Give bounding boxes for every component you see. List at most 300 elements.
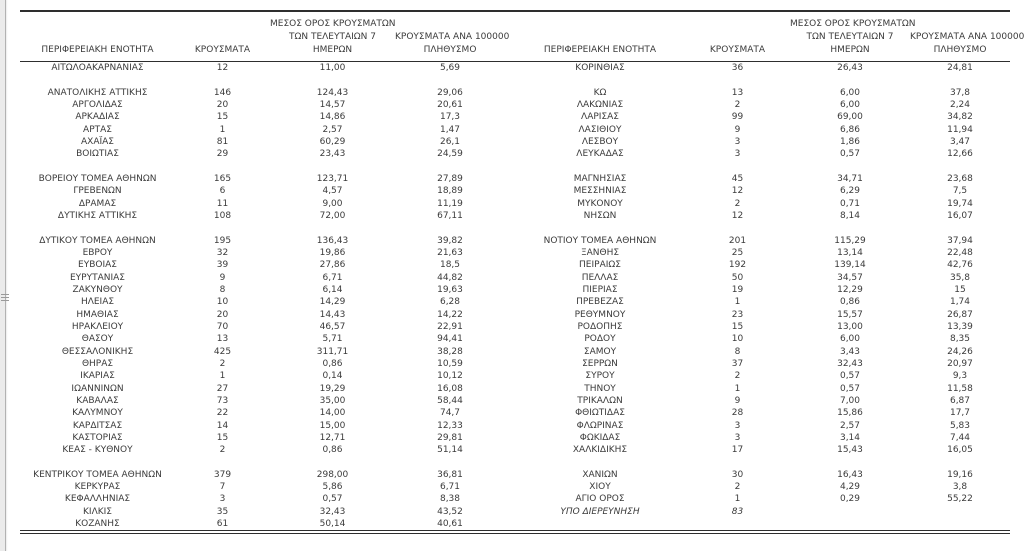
- per100k-cell: 11,94: [947, 124, 973, 135]
- cases-cell: 70: [216, 321, 229, 332]
- region-cell: ΛΑΡΙΣΑΣ: [581, 112, 619, 123]
- avg7-cell: 34,57: [837, 272, 863, 283]
- cases-cell: 11: [216, 198, 229, 209]
- cases-cell: 6: [219, 186, 226, 197]
- region-cell: ΣΑΜΟΥ: [583, 346, 617, 357]
- region-cell: ΠΡΕΒΕΖΑΣ: [576, 297, 624, 308]
- table-row: [20, 235, 505, 247]
- avg7-cell: 8,14: [839, 210, 861, 221]
- cases-cell: 39: [216, 260, 229, 271]
- per100k-cell: 24,59: [437, 149, 463, 160]
- table-row: [20, 420, 505, 432]
- cases-cell: 201: [728, 235, 747, 246]
- table-row: [20, 173, 505, 185]
- table-row: [515, 235, 1010, 247]
- region-cell: ΠΕΙΡΑΙΩΣ: [579, 260, 621, 271]
- table-row: [515, 383, 1010, 395]
- table-row: [20, 284, 505, 296]
- avg7-cell: 34,71: [837, 173, 863, 184]
- avg7-cell: 23,43: [319, 149, 346, 160]
- cases-cell: 15: [216, 432, 229, 443]
- table-row: [515, 259, 1010, 271]
- per100k-cell: 8,38: [439, 494, 461, 505]
- per100k-cell: 19,74: [947, 198, 973, 209]
- avg7-cell: 5,71: [322, 334, 343, 345]
- per100k-cell: 6,71: [439, 482, 461, 493]
- region-cell: ΑΡΓΟΛΙΔΑΣ: [72, 99, 123, 110]
- cases-cell: 15: [216, 112, 229, 123]
- table-row: [515, 321, 1010, 333]
- per100k-cell: 38,28: [437, 346, 463, 357]
- cases-cell: 1: [734, 297, 741, 308]
- per100k-cell: 7,5: [952, 186, 968, 197]
- table-row: [20, 296, 505, 308]
- column-header-avg7-line1: ΜΕΣΟΣ ΟΡΟΣ ΚΡΟΥΣΜΑΤΩΝ: [790, 19, 916, 29]
- table-row: [515, 185, 1010, 197]
- region-cell: ΛΑΚΩΝΙΑΣ: [576, 99, 624, 110]
- cases-cell: 50: [731, 272, 744, 283]
- table-row: [515, 420, 1010, 432]
- per100k-cell: 18,5: [439, 260, 461, 271]
- avg7-cell: 298,00: [316, 469, 349, 480]
- avg7-cell: 0,29: [839, 494, 861, 505]
- table-row: [515, 444, 1010, 456]
- table-row: [515, 87, 1010, 99]
- cases-cell: 20: [216, 99, 229, 110]
- table-row: [515, 136, 1010, 148]
- table-row: [20, 148, 505, 160]
- avg7-cell: 32,43: [837, 358, 863, 369]
- avg7-cell: 6,00: [839, 87, 861, 98]
- avg7-cell: 0,57: [839, 149, 861, 160]
- table-row: [515, 395, 1010, 407]
- cases-cell: 23: [731, 309, 744, 320]
- cases-cell: 14: [216, 420, 229, 431]
- cases-cell: 9: [734, 124, 741, 135]
- cases-cell: 3: [734, 420, 741, 431]
- avg7-cell: 13,00: [837, 321, 863, 332]
- per100k-cell: 37,8: [949, 87, 971, 98]
- per100k-cell: 17,3: [439, 112, 461, 123]
- region-cell: ΧΑΝΙΩΝ: [582, 469, 618, 480]
- right-table: [515, 62, 1010, 518]
- cases-cell: 13: [731, 87, 744, 98]
- table-row: [20, 346, 505, 358]
- per100k-cell: 40,61: [437, 519, 463, 530]
- per100k-cell: 58,44: [437, 395, 463, 406]
- table-row: [515, 481, 1010, 493]
- cases-cell: 45: [731, 173, 744, 184]
- cases-cell: 13: [216, 334, 229, 345]
- table-row: [515, 124, 1010, 136]
- avg7-cell: 14,00: [319, 408, 346, 419]
- region-cell: ΚΟΡΙΝΘΙΑΣ: [575, 63, 625, 73]
- table-row: [515, 296, 1010, 308]
- region-cell: ΚΕΦΑΛΛΗΝΙΑΣ: [64, 494, 131, 505]
- cases-cell: 2: [734, 482, 741, 493]
- per100k-cell: 13,39: [947, 321, 973, 332]
- spacer-row: [515, 457, 1010, 469]
- region-cell: ΚΑΒΑΛΑΣ: [76, 395, 119, 406]
- table-row: [515, 198, 1010, 210]
- region-cell: ΜΕΣΣΗΝΙΑΣ: [573, 186, 627, 197]
- table-row: [20, 370, 505, 382]
- avg7-cell: 2,57: [839, 420, 861, 431]
- region-cell: ΔΡΑΜΑΣ: [78, 198, 117, 209]
- avg7-cell: 6,29: [839, 186, 861, 197]
- avg7-cell: 3,43: [839, 346, 861, 357]
- region-cell: ΗΛΕΙΑΣ: [80, 297, 115, 308]
- region-cell: ΔΥΤΙΚΟΥ ΤΟΜΕΑ ΑΘΗΝΩΝ: [39, 235, 156, 246]
- per100k-cell: 22,48: [947, 247, 973, 258]
- per100k-cell: 39,82: [437, 235, 463, 246]
- avg7-cell: 124,43: [316, 87, 349, 98]
- region-cell: ΡΕΘΥΜΝΟΥ: [574, 309, 626, 320]
- region-cell: ΠΕΛΛΑΣ: [581, 272, 619, 283]
- cases-cell: 99: [731, 112, 744, 123]
- cases-cell: 3: [219, 494, 226, 505]
- cases-cell: 12: [216, 63, 229, 73]
- per100k-cell: 7,44: [949, 432, 971, 443]
- cases-cell: 19: [731, 284, 744, 295]
- region-cell: ΗΜΑΘΙΑΣ: [76, 309, 119, 320]
- cases-cell: 15: [731, 321, 744, 332]
- region-cell: ΔΥΤΙΚΗΣ ΑΤΤΙΚΗΣ: [57, 210, 138, 221]
- per100k-cell: 55,22: [947, 494, 973, 505]
- avg7-cell: 15,57: [837, 309, 863, 320]
- cases-cell: 1: [219, 124, 226, 135]
- region-cell: ΠΙΕΡΙΑΣ: [582, 284, 618, 295]
- region-cell: ΡΟΔΟΠΗΣ: [577, 321, 623, 332]
- table-row: [515, 210, 1010, 222]
- table-row: [20, 358, 505, 370]
- cases-cell: 425: [213, 346, 232, 357]
- region-cell: ΛΕΥΚΑΔΑΣ: [576, 149, 624, 160]
- avg7-cell: 0,57: [839, 371, 861, 382]
- avg7-cell: 46,57: [319, 321, 346, 332]
- avg7-cell: 311,71: [316, 346, 349, 357]
- table-row: [20, 185, 505, 197]
- avg7-cell: 4,57: [322, 186, 343, 197]
- region-cell: ΕΒΡΟΥ: [82, 247, 113, 258]
- cases-cell: 28: [731, 408, 744, 419]
- cases-cell: 2: [734, 371, 741, 382]
- column-header-per100k-line1: ΚΡΟΥΣΜΑΤΑ ΑΝΑ 100000: [395, 32, 510, 42]
- avg7-cell: 13,14: [837, 247, 863, 258]
- avg7-cell: 32,43: [319, 506, 346, 517]
- cases-cell: 20: [216, 309, 229, 320]
- per100k-cell: 23,68: [947, 173, 973, 184]
- spacer-row: [515, 161, 1010, 173]
- table-row: [20, 481, 505, 493]
- avg7-cell: 115,29: [834, 235, 866, 246]
- region-cell: ΛΕΣΒΟΥ: [581, 136, 619, 147]
- table-row: [20, 309, 505, 321]
- spacer-row: [20, 457, 505, 469]
- cases-cell: 61: [216, 519, 229, 530]
- per100k-cell: 8,35: [949, 334, 971, 345]
- cases-cell: 195: [213, 235, 232, 246]
- region-cell: ΙΚΑΡΙΑΣ: [80, 371, 115, 382]
- avg7-cell: 136,43: [316, 235, 349, 246]
- avg7-cell: 27,86: [319, 260, 346, 271]
- per100k-cell: 15: [954, 284, 966, 295]
- region-cell: ΘΑΣΟΥ: [81, 334, 114, 345]
- cases-cell: 3: [734, 149, 741, 160]
- per100k-cell: 14,22: [437, 309, 463, 320]
- column-header-avg7-line3: ΗΜΕΡΩΝ: [312, 45, 353, 55]
- spacer-row: [20, 222, 505, 234]
- table-row: [20, 210, 505, 222]
- spacer-row: [20, 74, 505, 86]
- region-cell: ΜΥΚΟΝΟΥ: [577, 198, 623, 209]
- cases-cell: 1: [734, 383, 741, 394]
- region-cell: ΞΑΝΘΗΣ: [580, 247, 620, 258]
- region-cell: ΣΕΡΡΩΝ: [582, 358, 618, 369]
- cases-cell: 8: [734, 346, 741, 357]
- per100k-cell: 37,94: [947, 235, 973, 246]
- per100k-cell: 12,33: [437, 420, 463, 431]
- table-row: [515, 284, 1010, 296]
- per100k-cell: 6,28: [439, 297, 461, 308]
- per100k-cell: 5,69: [439, 63, 461, 73]
- per100k-cell: 24,81: [947, 63, 973, 73]
- region-cell: ΙΩΑΝΝΙΝΩΝ: [71, 383, 124, 394]
- region-cell: ΚΑΣΤΟΡΙΑΣ: [72, 432, 123, 443]
- avg7-cell: 3,14: [839, 432, 861, 443]
- avg7-cell: 0,57: [839, 383, 861, 394]
- region-cell: ΘΕΣΣΑΛΟΝΙΚΗΣ: [61, 346, 134, 357]
- table-row: [20, 321, 505, 333]
- cases-cell: 1: [734, 494, 741, 505]
- avg7-cell: 0,71: [839, 198, 861, 209]
- spacer-row: [515, 74, 1010, 86]
- per100k-cell: 26,87: [947, 309, 973, 320]
- per100k-cell: 2,24: [949, 99, 971, 110]
- cases-cell: 146: [213, 87, 232, 98]
- table-row: [20, 111, 505, 123]
- avg7-cell: 6,00: [839, 99, 861, 110]
- per100k-cell: 21,63: [437, 247, 463, 258]
- column-header-region: ΠΕΡΙΦΕΡΕΙΑΚΗ ΕΝΟΤΗΤΑ: [543, 45, 657, 55]
- table-row: [515, 346, 1010, 358]
- table-row: [515, 506, 1010, 518]
- avg7-cell: 7,00: [839, 395, 861, 406]
- table-row: [20, 124, 505, 136]
- avg7-cell: 11,00: [319, 63, 346, 73]
- column-header-per100k-line2: ΠΛΗΘΥΣΜΟ: [933, 45, 987, 55]
- region-cell: ΜΑΓΝΗΣΙΑΣ: [573, 173, 627, 184]
- cases-cell: 17: [731, 445, 744, 456]
- table-row: [20, 518, 505, 530]
- cases-cell: 73: [216, 395, 229, 406]
- table-row: [20, 395, 505, 407]
- per100k-cell: 9,3: [952, 371, 968, 382]
- table-row: [515, 247, 1010, 259]
- avg7-cell: 6,14: [322, 284, 343, 295]
- per100k-cell: 1,74: [949, 297, 971, 308]
- cases-cell: 12: [731, 186, 744, 197]
- avg7-cell: 15,00: [319, 420, 346, 431]
- region-cell: ΦΩΚΙΔΑΣ: [579, 432, 621, 443]
- cases-cell: 81: [216, 136, 229, 147]
- per100k-cell: 19,63: [437, 284, 463, 295]
- per100k-cell: 20,61: [437, 99, 463, 110]
- avg7-cell: 12,29: [837, 284, 863, 295]
- table-row: [515, 173, 1010, 185]
- region-cell: ΑΝΑΤΟΛΙΚΗΣ ΑΤΤΙΚΗΣ: [47, 87, 148, 98]
- per100k-cell: 19,16: [947, 469, 973, 480]
- per100k-cell: [910, 506, 1010, 518]
- table-row: [20, 493, 505, 505]
- per100k-cell: 17,7: [949, 408, 971, 419]
- avg7-cell: 15,43: [837, 445, 863, 456]
- cases-cell: 7: [219, 482, 226, 493]
- table-row: [515, 407, 1010, 419]
- region-cell: ΝΟΤΙΟΥ ΤΟΜΕΑ ΑΘΗΝΩΝ: [543, 235, 657, 246]
- region-cell: ΒΟΡΕΙΟΥ ΤΟΜΕΑ ΑΘΗΝΩΝ: [38, 173, 157, 184]
- per100k-cell: 27,89: [437, 173, 463, 184]
- table-row: [20, 247, 505, 259]
- table-row: [515, 62, 1010, 74]
- per100k-cell: 51,14: [437, 445, 463, 456]
- table-row: [20, 272, 505, 284]
- region-cell: ΑΡΚΑΔΙΑΣ: [75, 112, 120, 123]
- avg7-cell: 4,29: [839, 482, 861, 493]
- cases-cell: 27: [216, 383, 229, 394]
- table-row: [20, 444, 505, 456]
- column-header-avg7-line2: ΤΩΝ ΤΕΛΕΥΤΑΙΩΝ 7: [806, 32, 894, 42]
- table-row: [20, 432, 505, 444]
- table-row: [515, 493, 1010, 505]
- region-cell: ΚΟΖΑΝΗΣ: [75, 519, 120, 530]
- cases-cell: 36: [731, 63, 744, 73]
- column-header-cases: ΚΡΟΥΣΜΑΤΑ: [709, 45, 766, 55]
- per100k-cell: 16,08: [437, 383, 463, 394]
- region-cell: ΖΑΚΥΝΘΟΥ: [72, 284, 123, 295]
- table-row: [515, 309, 1010, 321]
- avg7-cell: 6,00: [839, 334, 861, 345]
- region-cell: ΑΓΙΟ ΟΡΟΣ: [575, 494, 625, 505]
- table-row: [515, 469, 1010, 481]
- avg7-cell: 0,57: [322, 494, 343, 505]
- table-row: [515, 333, 1010, 345]
- per100k-cell: 10,59: [437, 358, 463, 369]
- per100k-cell: 44,82: [437, 272, 463, 283]
- table-row: [20, 136, 505, 148]
- region-cell: ΗΡΑΚΛΕΙΟΥ: [71, 321, 124, 332]
- per100k-cell: 6,87: [949, 395, 971, 406]
- avg7-cell: 69,00: [837, 112, 863, 123]
- region-cell: ΒΟΙΩΤΙΑΣ: [76, 149, 119, 160]
- avg7-cell: 2,57: [322, 124, 343, 135]
- avg7-cell: 0,14: [322, 371, 343, 382]
- table-row: [515, 370, 1010, 382]
- table-row: [20, 506, 505, 518]
- table-row: [20, 469, 505, 481]
- per100k-cell: 29,81: [437, 432, 463, 443]
- region-cell: ΦΘΙΩΤΙΔΑΣ: [575, 408, 625, 419]
- per100k-cell: 24,26: [947, 346, 973, 357]
- table-row: [20, 407, 505, 419]
- avg7-cell: 5,86: [322, 482, 343, 493]
- cases-cell: 379: [213, 469, 232, 480]
- region-cell: ΚΕΑΣ - ΚΥΘΝΟΥ: [62, 445, 133, 456]
- region-cell: ΤΗΝΟΥ: [584, 383, 616, 394]
- spacer-row: [515, 222, 1010, 234]
- spacer-row: [20, 161, 505, 173]
- column-header-region: ΠΕΡΙΦΕΡΕΙΑΚΗ ΕΝΟΤΗΤΑ: [41, 45, 154, 55]
- avg7-cell: 6,71: [322, 272, 343, 283]
- window-left-gutter: [0, 0, 6, 551]
- avg7-cell: 15,86: [837, 408, 863, 419]
- region-cell: ΓΡΕΒΕΝΩΝ: [73, 186, 122, 197]
- region-cell: ΚΩ: [593, 87, 607, 98]
- table-header: [20, 12, 1024, 61]
- region-cell: ΚΑΛΥΜΝΟΥ: [72, 408, 123, 419]
- table-row: [20, 62, 505, 74]
- per100k-cell: 3,47: [949, 136, 971, 147]
- avg7-cell: 0,86: [322, 445, 343, 456]
- cases-cell: 25: [731, 247, 744, 258]
- region-cell: ΣΥΡΟΥ: [585, 371, 615, 382]
- per100k-cell: 22,91: [437, 321, 463, 332]
- cases-cell: 9: [734, 395, 741, 406]
- cases-cell: 2: [734, 99, 741, 110]
- avg7-cell: 12,71: [319, 432, 346, 443]
- table-row: [515, 272, 1010, 284]
- per100k-cell: 11,19: [437, 198, 463, 209]
- avg7-cell: 19,29: [319, 383, 346, 394]
- region-cell: ΑΡΤΑΣ: [83, 124, 112, 135]
- table-row: [20, 383, 505, 395]
- cases-cell: 29: [216, 149, 229, 160]
- cases-cell: 22: [216, 408, 229, 419]
- column-header-avg7-line2: ΤΩΝ ΤΕΛΕΥΤΑΙΩΝ 7: [289, 32, 376, 42]
- cases-cell: 9: [219, 272, 226, 283]
- avg7-cell: 123,71: [316, 173, 349, 184]
- cases-cell: 8: [219, 284, 226, 295]
- table-bottom-double-rule: [20, 530, 1010, 534]
- table-row: [20, 259, 505, 271]
- cases-cell: 35: [216, 506, 229, 517]
- region-cell: ΛΑΣΙΘΙΟΥ: [578, 124, 622, 135]
- table-row: [20, 99, 505, 111]
- per100k-cell: 12,66: [947, 149, 973, 160]
- region-cell: ΑΧΑΪΑΣ: [81, 136, 114, 147]
- avg7-cell: 26,43: [837, 63, 863, 73]
- cases-cell: 12: [731, 210, 744, 221]
- avg7-cell: 14,86: [319, 112, 346, 123]
- per100k-cell: 36,81: [437, 469, 463, 480]
- cases-cell: 3: [734, 432, 741, 443]
- per100k-cell: 5,83: [949, 420, 971, 431]
- table-row: [515, 358, 1010, 370]
- cases-cell: 192: [728, 260, 747, 271]
- table-row: [515, 148, 1010, 160]
- per100k-cell: 35,8: [949, 272, 971, 283]
- left-table: [20, 62, 505, 530]
- per100k-cell: 10,12: [437, 371, 463, 382]
- splitter-grip[interactable]: [1, 293, 9, 301]
- cases-cell: 165: [213, 173, 232, 184]
- avg7-cell: 16,43: [837, 469, 863, 480]
- per100k-cell: 16,05: [947, 445, 973, 456]
- per100k-cell: 16,07: [947, 210, 973, 221]
- table-row: [20, 333, 505, 345]
- avg7-cell: 6,86: [839, 124, 861, 135]
- per100k-cell: 29,06: [437, 87, 463, 98]
